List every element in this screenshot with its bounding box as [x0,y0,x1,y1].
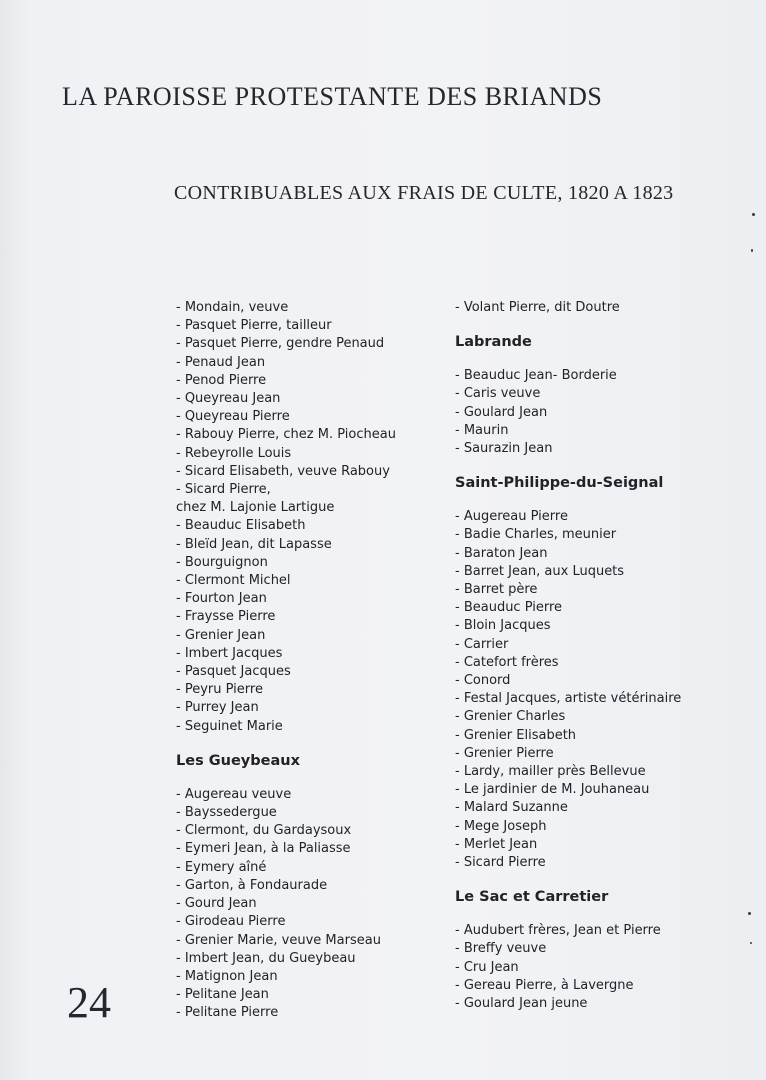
list-item: - Grenier Pierre [455,745,554,761]
list-item: - Eymeri Jean, à la Paliasse [176,841,351,857]
list-item: - Grenier Jean [176,627,266,643]
section-heading-labrande: Labrande [455,334,532,351]
list-item: - Augereau veuve [176,786,292,802]
list-item: - Goulard Jean [455,404,548,420]
list-item: - Imbert Jean, du Gueybeau [176,950,356,966]
list-item: - Baraton Jean [455,545,548,561]
list-item: - Pasquet Pierre, tailleur [176,318,332,334]
list-item: - Le jardinier de M. Jouhaneau [455,782,650,798]
list-item: - Penaud Jean [176,354,266,370]
scan-speck [751,249,753,252]
section-list-saint-philippe-du-seignal [455,508,745,872]
list-item: - Barret Jean, aux Luquets [455,563,625,579]
list-item: - Gereau Pierre, à Lavergne [455,977,634,993]
list-item: - Beauduc Pierre [455,600,563,616]
list-item: - Gourd Jean [176,896,257,912]
left-list-top [176,299,438,736]
list-item: - Rebeyrolle Louis [176,445,292,461]
list-item: - Fraysse Pierre [176,609,276,625]
list-item: - Pasquet Jacques [176,664,291,680]
list-item: - Clermont, du Gardaysoux [176,823,352,839]
list-item: - Penod Pierre [176,372,267,388]
list-item: - Bayssedergue [176,805,277,821]
section-list-labrande [455,367,745,458]
section-list-le-sac-et-carretier [455,922,745,1013]
list-item: - Purrey Jean [176,700,259,716]
list-item: - Catefort frères [455,654,559,670]
section-heading-le-sac-et-carretier: Le Sac et Carretier [455,889,609,906]
list-item: - Bourguignon [176,554,268,570]
section-list-les-gueybeaux [176,786,438,1023]
list-item: - Festal Jacques, artiste vétérinaire [455,691,682,707]
right-list-top [455,299,745,317]
list-item: - Volant Pierre, dit Doutre [455,300,620,315]
page-title: LA PAROISSE PROTESTANTE DES BRIANDS [62,82,603,111]
list-item: - Goulard Jean jeune [455,996,588,1012]
list-item: - Imbert Jacques [176,645,283,661]
list-item: - Clermont Michel [176,573,291,589]
right-column [455,299,745,1013]
page-subtitle: CONTRIBUABLES AUX FRAIS DE CULTE, 1820 A 1823 [174,182,674,204]
list-item: - Mege Joseph [455,818,547,834]
scan-speck [752,213,755,216]
list-item: - Grenier Elisabeth [455,727,577,743]
section-heading-saint-philippe-du-seignal: Saint-Philippe-du-Seignal [455,475,664,492]
list-item: - Matignon Jean [176,968,278,984]
scan-speck [748,912,751,915]
list-item: - Grenier Marie, veuve Marseau [176,932,381,948]
list-item: - Grenier Charles [455,709,566,725]
list-item: - Conord [455,673,511,689]
list-item: - Sicard Elisabeth, veuve Rabouy [176,463,390,479]
list-item: - Cru Jean [455,959,519,975]
list-item: - Pelitane Pierre [176,1005,279,1021]
list-item: - Pasquet Pierre, gendre Penaud [176,336,385,352]
list-item: - Fourton Jean [176,591,267,607]
list-item: - Queyreau Pierre [176,409,290,425]
list-item: - Beauduc Elisabeth [176,518,306,534]
list-item: - Breffy veuve [455,941,547,957]
list-item: - Queyreau Jean [176,391,281,407]
list-item: - Sicard Pierre, [176,482,271,498]
list-item: - Girodeau Pierre [176,914,286,930]
list-item: - Garton, à Fondaurade [176,877,328,893]
list-item: - Augereau Pierre [455,509,568,525]
section-heading-les-gueybeaux: Les Gueybeaux [176,752,300,769]
list-item: - Pelitane Jean [176,987,269,1003]
list-item: - Malard Suzanne [455,800,568,816]
list-item: - Audubert frères, Jean et Pierre [455,923,661,939]
list-item: - Carrier [455,636,509,652]
page-number: 24 [67,978,111,1027]
list-item: - Peyru Pierre [176,682,263,698]
list-item: - Caris veuve [455,386,541,402]
scan-speck [750,942,752,944]
list-item: - Bloin Jacques [455,618,551,634]
list-item: - Beauduc Jean- Borderie [455,368,617,384]
list-item: - Mondain, veuve [176,300,289,315]
list-item: - Saurazin Jean [455,441,553,457]
list-item: - Sicard Pierre [455,855,546,871]
list-item: - Barret père [455,582,538,598]
list-item: chez M. Lajonie Lartigue [176,500,335,516]
list-item: - Eymery aîné [176,859,267,875]
list-item: - Merlet Jean [455,836,538,852]
left-column [176,299,438,1023]
list-item: - Bleïd Jean, dit Lapasse [176,536,332,552]
list-item: - Maurin [455,422,509,438]
list-item: - Seguinet Marie [176,718,283,734]
list-item: - Lardy, mailler près Bellevue [455,764,646,780]
list-item: - Badie Charles, meunier [455,527,617,543]
list-item: - Rabouy Pierre, chez M. Piocheau [176,427,396,443]
